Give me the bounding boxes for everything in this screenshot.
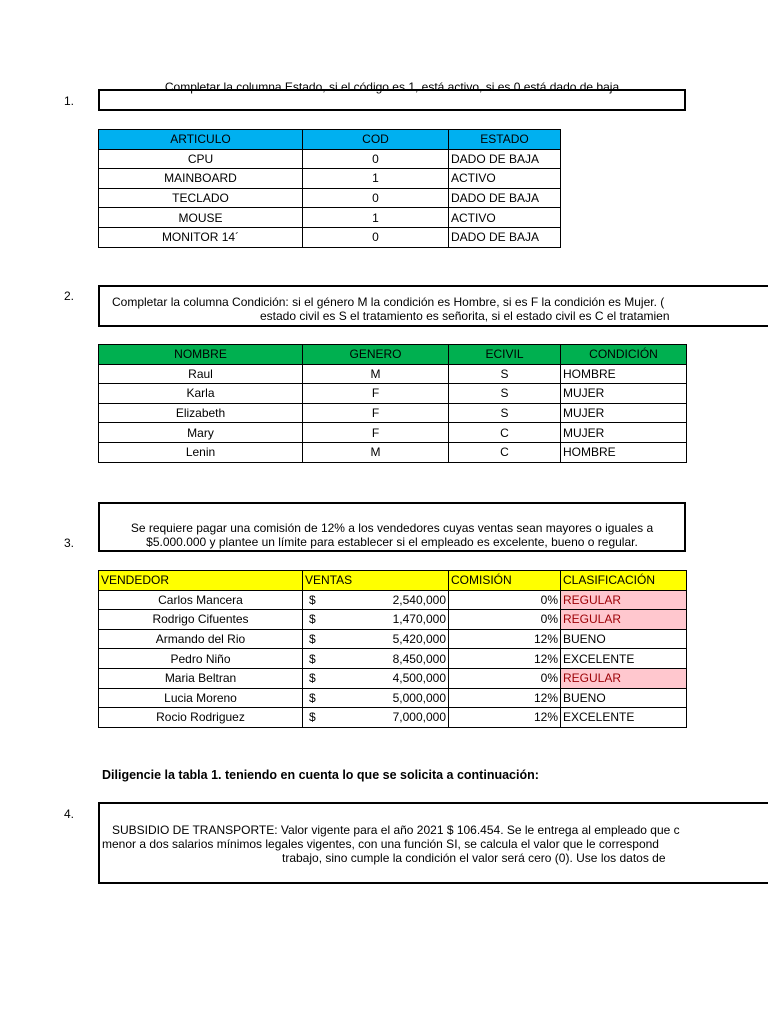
nombre-cell: Lenin	[99, 442, 303, 462]
vendedor-cell: Armando del Rio	[99, 629, 303, 649]
table-row	[99, 423, 687, 443]
ventas-cell	[303, 708, 449, 728]
articulo-cell: MONITOR 14´	[99, 227, 303, 247]
table-row	[99, 708, 687, 728]
currency-symbol: $	[309, 632, 316, 647]
estado-cell: DADO DE BAJA	[449, 149, 561, 169]
section-3-number: 3.	[64, 536, 75, 550]
currency-symbol: $	[309, 671, 316, 686]
ventas-amount: 4,500,000	[392, 671, 446, 686]
estado-cell: DADO DE BAJA	[449, 227, 561, 247]
instruction-2-line1: Completar la columna Condición: si el género M la condición es Hombre, si es F la condición es Mujer. (	[112, 295, 665, 309]
ventas-cell	[303, 610, 449, 630]
ventas-value	[305, 593, 446, 607]
ecivil-cell: S	[449, 403, 561, 423]
condicion-cell: MUJER	[561, 423, 687, 443]
estado-cell: ACTIVO	[449, 208, 561, 228]
genero-cell: F	[303, 423, 449, 443]
header-nombre: NOMBRE	[99, 345, 303, 365]
table-row	[99, 649, 687, 669]
cod-cell: 0	[303, 188, 449, 208]
vendedor-cell: Lucia Moreno	[99, 688, 303, 708]
articulo-cell: MAINBOARD	[99, 169, 303, 189]
ecivil-cell: S	[449, 364, 561, 384]
table-row	[99, 188, 561, 208]
table-row	[99, 364, 687, 384]
ventas-value	[305, 710, 446, 724]
ecivil-cell: C	[449, 442, 561, 462]
table-row	[99, 688, 687, 708]
articulo-table	[98, 129, 561, 248]
vendedor-cell: Pedro Niño	[99, 649, 303, 669]
table-row	[99, 384, 687, 404]
clasificacion-cell: REGULAR	[561, 590, 687, 610]
condicion-cell: HOMBRE	[561, 364, 687, 384]
instruction-4-line3: trabajo, sino cumple la condición el valor será cero (0). Use los datos de	[282, 851, 666, 865]
clasificacion-cell: REGULAR	[561, 610, 687, 630]
ventas-amount: 5,000,000	[392, 690, 446, 705]
clasificacion-cell: BUENO	[561, 688, 687, 708]
ecivil-cell: C	[449, 423, 561, 443]
ventas-value	[305, 652, 446, 666]
condicion-cell: MUJER	[561, 403, 687, 423]
nombre-cell: Elizabeth	[99, 403, 303, 423]
ventas-amount: 8,450,000	[392, 651, 446, 666]
ventas-amount: 2,540,000	[392, 592, 446, 607]
ventas-value	[305, 612, 446, 626]
currency-symbol: $	[309, 710, 316, 725]
table-row	[99, 208, 561, 228]
instruction-3-line1: Se requiere pagar una comisión de 12% a los vendedores cuyas ventas sean mayores o iguales a	[130, 521, 654, 535]
ventas-cell	[303, 590, 449, 610]
header-comision: COMISIÓN	[449, 571, 561, 591]
comision-cell: 12%	[449, 629, 561, 649]
instruction-1-text: Completar la columna Estado, si el código es 1, está activo, si es 0 está dado de baja	[164, 80, 620, 94]
comision-cell: 0%	[449, 610, 561, 630]
clasificacion-cell: REGULAR	[561, 668, 687, 688]
nombre-cell: Raul	[99, 364, 303, 384]
ventas-cell	[303, 688, 449, 708]
instruction-box-2	[98, 285, 768, 327]
table-row	[99, 149, 561, 169]
ventas-cell	[303, 668, 449, 688]
comision-table	[98, 570, 687, 728]
vendedor-cell: Maria Beltran	[99, 668, 303, 688]
diligencie-text: Diligencie la tabla 1. teniendo en cuenta lo que se solicita a continuación:	[102, 768, 539, 782]
section-1-number: 1.	[64, 94, 75, 108]
clasificacion-cell: EXCELENTE	[561, 708, 687, 728]
table-row	[99, 403, 687, 423]
comision-cell: 12%	[449, 688, 561, 708]
currency-symbol: $	[309, 690, 316, 705]
section-2-number: 2.	[64, 289, 75, 303]
condicion-cell: HOMBRE	[561, 442, 687, 462]
header-cod: COD	[303, 130, 449, 150]
articulo-cell: CPU	[99, 149, 303, 169]
estado-cell: DADO DE BAJA	[449, 188, 561, 208]
ventas-cell	[303, 649, 449, 669]
instruction-2-line2: estado civil es S el tratamiento es señorita, si el estado civil es C el tratamien	[260, 309, 670, 323]
instruction-box-3	[98, 502, 686, 552]
ventas-value	[305, 632, 446, 646]
ventas-amount: 5,420,000	[392, 632, 446, 647]
ventas-cell	[303, 629, 449, 649]
comision-cell: 0%	[449, 668, 561, 688]
condicion-table	[98, 344, 687, 463]
vendedor-cell: Rodrigo Cifuentes	[99, 610, 303, 630]
genero-cell: M	[303, 442, 449, 462]
ventas-amount: 1,470,000	[392, 612, 446, 627]
table-row	[99, 590, 687, 610]
genero-cell: F	[303, 403, 449, 423]
genero-cell: M	[303, 364, 449, 384]
ecivil-cell: S	[449, 384, 561, 404]
cod-cell: 1	[303, 208, 449, 228]
currency-symbol: $	[309, 651, 316, 666]
header-clasificacion: CLASIFICACIÓN	[561, 571, 687, 591]
vendedor-cell: Carlos Mancera	[99, 590, 303, 610]
instruction-box-4	[98, 802, 768, 884]
header-genero: GENERO	[303, 345, 449, 365]
articulo-cell: TECLADO	[99, 188, 303, 208]
ventas-amount: 7,000,000	[392, 710, 446, 725]
condicion-cell: MUJER	[561, 384, 687, 404]
header-estado: ESTADO	[449, 130, 561, 150]
table-row	[99, 668, 687, 688]
header-condicion: CONDICIÓN	[561, 345, 687, 365]
genero-cell: F	[303, 384, 449, 404]
estado-cell: ACTIVO	[449, 169, 561, 189]
clasificacion-cell: EXCELENTE	[561, 649, 687, 669]
ventas-value	[305, 671, 446, 685]
nombre-cell: Karla	[99, 384, 303, 404]
table-row	[99, 227, 561, 247]
comision-cell: 0%	[449, 590, 561, 610]
table-row	[99, 442, 687, 462]
instruction-4-line1: SUBSIDIO DE TRANSPORTE: Valor vigente para el año 2021 $ 106.454. Se le entrega al empleado que c	[112, 823, 680, 837]
header-vendedor: VENDEDOR	[99, 571, 303, 591]
clasificacion-cell: BUENO	[561, 629, 687, 649]
table-row	[99, 169, 561, 189]
cod-cell: 1	[303, 169, 449, 189]
comision-cell: 12%	[449, 708, 561, 728]
section-4-number: 4.	[64, 807, 75, 821]
cod-cell: 0	[303, 149, 449, 169]
articulo-cell: MOUSE	[99, 208, 303, 228]
currency-symbol: $	[309, 592, 316, 607]
comision-cell: 12%	[449, 649, 561, 669]
vendedor-cell: Rocio Rodriguez	[99, 708, 303, 728]
header-articulo: ARTICULO	[99, 130, 303, 150]
table-row	[99, 610, 687, 630]
cod-cell: 0	[303, 227, 449, 247]
table-row	[99, 629, 687, 649]
header-ecivil: ECIVIL	[449, 345, 561, 365]
instruction-3-line2: $5.000.000 y plantee un límite para establecer si el empleado es excelente, bueno o regular.	[146, 535, 638, 549]
nombre-cell: Mary	[99, 423, 303, 443]
header-ventas: VENTAS	[303, 571, 449, 591]
ventas-value	[305, 691, 446, 705]
instruction-4-line2: menor a dos salarios mínimos legales vigentes, con una función SI, se calcula el valor que le correspond	[102, 837, 659, 851]
currency-symbol: $	[309, 612, 316, 627]
